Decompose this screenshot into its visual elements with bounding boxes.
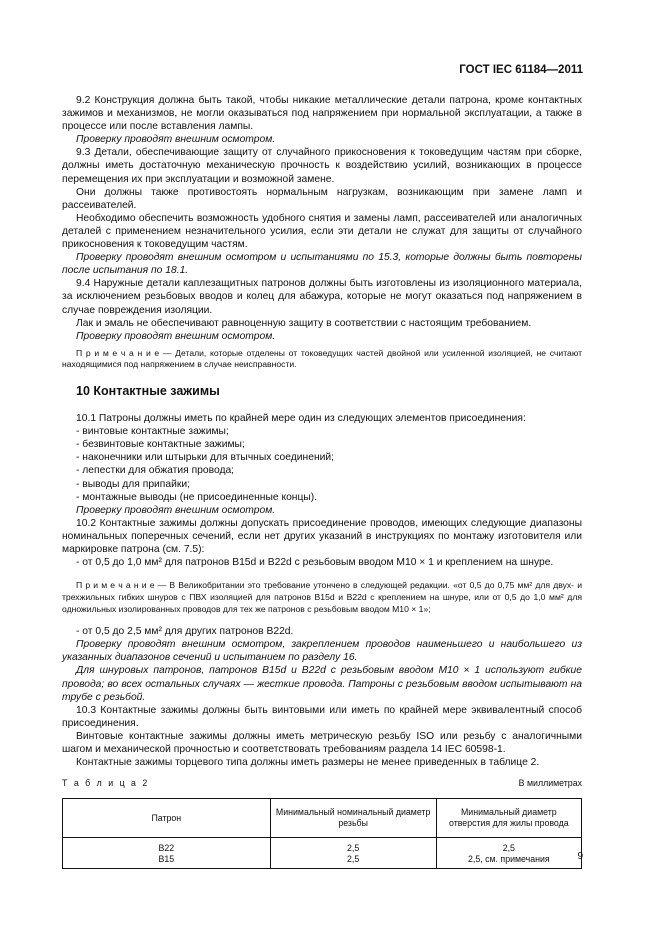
- table-cell: B22: [63, 838, 271, 855]
- table-row: [63, 854, 582, 869]
- table-cell: 2,5: [270, 854, 436, 869]
- note-text: — В Великобритании это требование утончено в следующей редакции. «от 0,5 до 0,75 мм² для двух- и трехжильных гибких шнуров с ПВХ изоляцией для патронов B15d и B22d с креплением на шнуре, или от 0,5 до 1,0 мм² для одножильных изолированных проводов для тех же патронов с резьбовым вводом M10 × 1»;: [62, 580, 583, 615]
- list-item: - монтажные выводы (не присоединенные концы).: [76, 491, 318, 503]
- table-header-row: [63, 799, 582, 838]
- clause-10-3: 10.3 Контактные зажимы должны быть винтовыми или иметь по крайней мере эквивалентный способ присоединения.: [62, 704, 582, 729]
- check-9-4: Проверку проводят внешним осмотром.: [76, 330, 276, 342]
- table-units: В миллиметрах: [518, 778, 582, 789]
- note-9-4: [62, 348, 582, 371]
- table-caption-row: [62, 777, 582, 790]
- table-row: [63, 838, 582, 855]
- check-10-1: Проверку проводят внешним осмотром.: [76, 504, 276, 516]
- check-10-2-cord: Для шнуровых патронов, патронов B15d и B22d с резьбовым вводом M10 × 1 используют гибкие провода; во всех остальных случаях — жесткие провода. Патроны с резьбовым вводом испытывают на трубе с резьбой.: [62, 665, 582, 703]
- clause-10-3-para-2: Винтовые контактные зажимы должны иметь метрическую резьбу ISO или резьбу с аналогичными шагом и механической прочностью и соответствовать требованиям раздела 14 IEC 60598-1.: [62, 730, 582, 756]
- column-header-hole: Минимальный диаметр отверстия для жилы провода: [436, 799, 581, 838]
- note-text: — Детали, которые отделены от токоведущих частей двойной или усиленной изоляцией, не считают находящимися под напряжением в случае неисправности.: [62, 347, 583, 370]
- clause-9-4-para-2: Лак и эмаль не обеспечивают равноценную защиту в соответствии с настоящим требованием.: [76, 317, 532, 329]
- range-b15d-b22d: - от 0,5 до 1,0 мм² для патронов B15d и B22d с резьбовым вводом M10 × 1 и креплением на шнуре.: [76, 557, 554, 569]
- clause-10-1: 10.1 Патроны должны иметь по крайней мере один из следующих элементов присоединения:: [76, 413, 526, 425]
- table-cell: 2,5, см. примечания: [436, 854, 581, 869]
- range-b22d: - от 0,5 до 2,5 мм² для других патронов B22d.: [76, 626, 294, 638]
- column-header-thread: Минимальный номинальный диаметр резьбы: [270, 799, 436, 838]
- note-10-2: [62, 579, 582, 615]
- table-caption: Т а б л и ц а 2: [62, 778, 150, 789]
- list-item: - безвинтовые контактные зажимы;: [76, 439, 245, 451]
- check-10-2: Проверку проводят внешним осмотром, закреплением проводов наименьшего и наибольшего из указанных диапазонов сечений и испытанием по разделу 16.: [62, 639, 582, 664]
- check-9-2: Проверку проводят внешним осмотром.: [76, 134, 276, 146]
- list-item: - лепестки для обжатия провода;: [76, 465, 235, 477]
- clause-9-4: 9.4 Наружные детали каплезащитных патронов должны быть изготовлены из изоляционного материала, за исключением резьбовых вводов и колец для абажура, которые не могут оказаться под напряжением в случае повреждения изоляции.: [62, 278, 582, 316]
- list-item: - винтовые контактные зажимы;: [76, 426, 229, 438]
- section-10-heading: 10 Контактные зажимы: [76, 383, 220, 398]
- check-9-3: Проверку проводят внешним осмотром и испытаниями по 15.3, которые должны быть повторены после испытания по 18.1.: [62, 252, 582, 277]
- table-cell: 2,5: [436, 838, 581, 855]
- document-body: [62, 94, 582, 869]
- clause-10-2: 10.2 Контактные зажимы должны допускать присоединение проводов, имеющих следующие диапазоны номинальных поперечных сечений, если нет других указаний в инструкциях по монтажу изготовителя или маркировке патрона (см. 7.5):: [62, 517, 582, 555]
- note-label: П р и м е ч а н и е: [76, 347, 160, 358]
- clause-10-3-para-3: Контактные зажимы торцевого типа должны иметь размеры не менее приведенных в таблице 2.: [76, 757, 540, 769]
- list-item: - наконечники или штырьки для втычных соединений;: [76, 452, 334, 464]
- list-item: - выводы для припайки;: [76, 478, 190, 490]
- clause-9-2: 9.2 Конструкция должна быть такой, чтобы никакие металлические детали патрона, кроме контактных зажимов и механизмов, не могли оказываться под напряжением при нормальной эксплуатации, а также в процессе или после вставления лампы.: [62, 95, 582, 133]
- table-cell: B15: [63, 854, 271, 869]
- note-label: П р и м е ч а н и е: [76, 580, 155, 591]
- clause-9-3: 9.3 Детали, обеспечивающие защиту от случайного прикосновения к токоведущим частям при сборке, должны иметь достаточную механическую прочность к воздействию усилий, возникающих в процессе перемещения их при эксплуатации и возможной замене.: [62, 147, 582, 185]
- page-number: 9: [577, 851, 583, 862]
- clause-9-3-para-3: Необходимо обеспечить возможность удобного снятия и замены ламп, рассеивателей или аналогичных деталей с применением незначительного усилия, если эти детали не служат для защиты от случайного прикосновения к токоведущим частям.: [62, 212, 582, 251]
- table-cell: 2,5: [270, 838, 436, 855]
- clause-9-3-para-2: Они должны также противостоять нормальным нагрузкам, возникающим при замене ламп и рассеивателей.: [62, 186, 582, 211]
- table-2: [62, 798, 582, 869]
- column-header-holder: Патрон: [63, 799, 271, 838]
- standard-header: ГОСТ IEC 61184—2011: [459, 64, 583, 76]
